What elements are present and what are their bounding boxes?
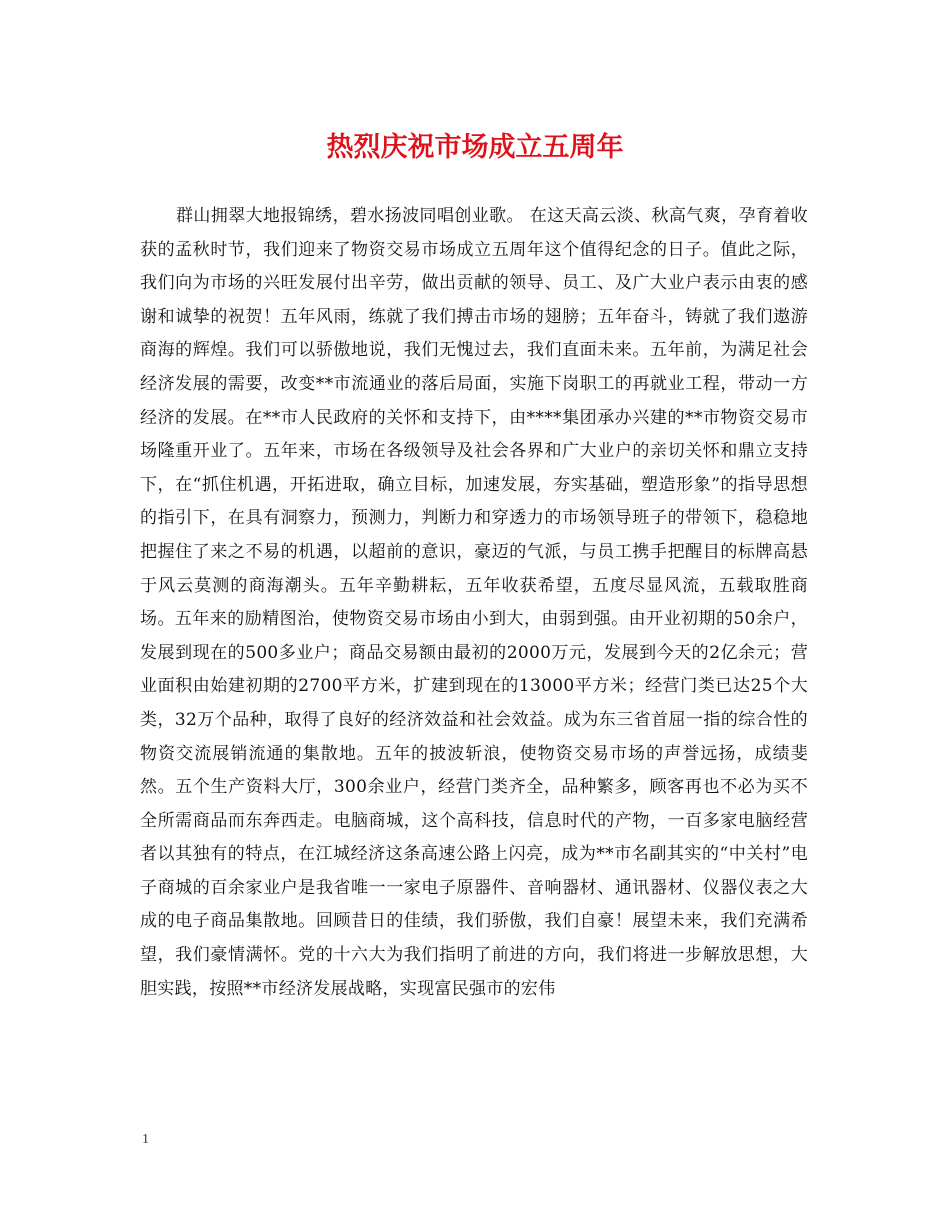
document-body-paragraph: 群山拥翠大地报锦绣，碧水扬波同唱创业歌。 在这天高云淡、秋高气爽，孕育着收获的孟秋时节，我们迎来了物资交易市场成立五周年这个值得纪念的日子。值此之际，我们向为市场的兴旺发展付出辛劳，做出贡献的领导、员工、及广大业户表示由衷的感谢和诚挚的祝贺！五年风雨，练就了我们搏击市场的翅膀；五年奋斗，铸就了我们遨游商海的辉煌。我们可以骄傲地说，我们无愧过去，我们直面未来。五年前，为满足社会经济发展的需要，改变**市流通业的落后局面，实施下岗职工的再就业工程，带动一方经济的发展。在**市人民政府的关怀和支持下，由****集团承办兴建的**市物资交易市场隆重开业了。五年来，市场在各级领导及社会各界和广大业户的亲切关怀和鼎立支持下，在“抓住机遇，开拓进取，确立目标，加速发展，夯实基础，塑造形象”的指导思想的指引下，在具有洞察力，预测力，判断力和穿透力的市场领导班子的带领下，稳稳地把握住了来之不易的机遇，以超前的意识，豪迈的气派，与员工携手把醒目的标牌高悬于风云莫测的商海潮头。五年辛勤耕耘，五年收获希望，五度尽显风流，五载取胜商场。五年来的励精图治，使物资交易市场由小到大，由弱到强。由开业初期的50余户，发展到现在的500多业户；商品交易额由最初的2000万元，发展到今天的2亿余元；营业面积由始建初期的2700平方米，扩建到现在的13000平方米；经营门类已达25个大类，32万个品种，取得了良好的经济效益和社会效益。成为东三省首屈一指的综合性的物资交流展销流通的集散地。五年的披波斩浪，使物资交易市场的声誉远扬，成绩斐然。五个生产资料大厅，300余业户，经营门类齐全，品种繁多，顾客再也不必为买不全所需商品而东奔西走。电脑商城，这个高科技，信息时代的产物，一百多家电脑经营者以其独有的特点，在江城经济这条高速公路上闪亮，成为**市名副其实的“中关村”电子商城的百余家业户是我省唯一一家电子原器件、音响器材、通讯器材、仪器仪表之大成的电子商品集散地。回顾昔日的佳绩，我们骄傲，我们自豪！展望未来，我们充满希望，我们豪情满怀。党的十六大为我们指明了前进的方向，我们将进一步解放思想，大胆实践，按照**市经济发展战略，实现富民强市的宏伟	[140, 206, 808, 999]
page-number: 1	[142, 1132, 149, 1147]
document-title: 热烈庆祝市场成立五周年	[326, 132, 624, 163]
